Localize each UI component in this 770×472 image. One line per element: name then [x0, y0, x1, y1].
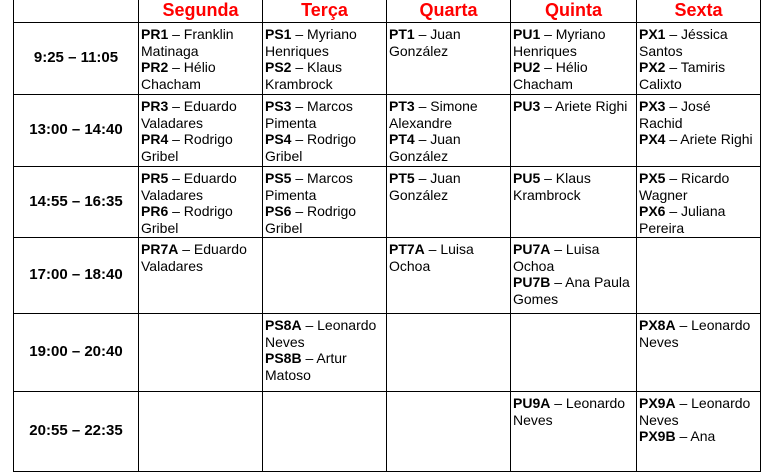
teacher-name: – Eduardo Valadares	[141, 241, 247, 274]
schedule-cell	[139, 95, 263, 167]
teacher-name: – Franklin Matinaga	[141, 26, 234, 59]
class-entry	[389, 170, 508, 203]
teacher-name: – Rodrigo Gribel	[265, 131, 357, 164]
class-code: PR2	[141, 59, 169, 75]
class-entry	[265, 350, 384, 383]
time-slot-label: 19:00 – 20:40	[14, 314, 139, 392]
schedule-table	[13, 0, 761, 472]
day-header-terca: Terça	[263, 0, 387, 23]
teacher-name: – Simone Alexandre	[389, 98, 478, 131]
time-slot-label: 9:25 – 11:05	[14, 23, 139, 95]
class-code: PU9A	[513, 395, 551, 411]
schedule-cell	[139, 23, 263, 95]
teacher-name: – Tamiris Calixto	[639, 59, 726, 92]
class-code: PX3	[639, 98, 666, 114]
class-entry	[513, 170, 634, 203]
class-code: PR5	[141, 170, 169, 186]
schedule-cell	[263, 314, 387, 392]
class-entry	[639, 317, 758, 350]
schedule-cell	[139, 314, 263, 392]
class-entry	[141, 98, 260, 131]
schedule-cell	[263, 392, 387, 472]
teacher-name: – Marcos Pimenta	[265, 98, 353, 131]
schedule-cell	[387, 167, 511, 238]
class-entry	[141, 203, 260, 236]
class-entry	[141, 26, 260, 59]
class-code: PT5	[389, 170, 415, 186]
teacher-name: – Rodrigo Gribel	[141, 131, 233, 164]
class-code: PT7A	[389, 241, 425, 257]
class-entry	[513, 274, 634, 307]
class-code: PX2	[639, 59, 666, 75]
class-entry	[389, 98, 508, 131]
teacher-name: – Ana	[675, 428, 716, 444]
header-row	[14, 0, 761, 23]
schedule-cell	[263, 95, 387, 167]
teacher-name: – Rodrigo Gribel	[265, 203, 357, 236]
teacher-name: – Artur Matoso	[265, 350, 347, 383]
class-entry	[513, 241, 634, 274]
schedule-cell	[511, 314, 637, 392]
teacher-name: – Luisa Ochoa	[389, 241, 474, 274]
class-entry	[389, 241, 508, 274]
class-code: PR6	[141, 203, 169, 219]
class-code: PX9B	[639, 428, 676, 444]
class-entry	[141, 131, 260, 164]
class-entry	[639, 131, 758, 148]
schedule-cell	[387, 392, 511, 472]
class-code: PS4	[265, 131, 292, 147]
schedule-cell	[139, 392, 263, 472]
day-header-quinta: Quinta	[511, 0, 637, 23]
teacher-name: – José Rachid	[639, 98, 711, 131]
schedule-cell	[387, 95, 511, 167]
schedule-cell	[139, 167, 263, 238]
day-header-sexta: Sexta	[637, 0, 761, 23]
teacher-name: – Klaus Krambrock	[265, 59, 343, 92]
class-entry	[639, 26, 758, 59]
class-code: PX1	[639, 26, 666, 42]
class-code: PR7A	[141, 241, 179, 257]
teacher-name: – Juliana Pereira	[639, 203, 726, 236]
class-entry	[513, 26, 634, 59]
teacher-name: – Marcos Pimenta	[265, 170, 353, 203]
teacher-name: – Myriano Henriques	[513, 26, 606, 59]
class-entry	[265, 98, 384, 131]
class-entry	[639, 395, 758, 428]
class-code: PR4	[141, 131, 169, 147]
schedule-cell	[637, 23, 761, 95]
schedule-cell	[637, 95, 761, 167]
time-slot-row	[14, 238, 761, 314]
class-code: PS8A	[265, 317, 302, 333]
class-entry	[639, 59, 758, 92]
class-code: PT4	[389, 131, 415, 147]
teacher-name: – Klaus Krambrock	[513, 170, 591, 203]
class-code: PT3	[389, 98, 415, 114]
time-slot-row	[14, 167, 761, 238]
time-slot-label: 17:00 – 18:40	[14, 238, 139, 314]
schedule-body	[14, 23, 761, 472]
class-code: PS8B	[265, 350, 302, 366]
teacher-name: – Leonardo Neves	[265, 317, 377, 350]
teacher-name: – Jéssica Santos	[639, 26, 728, 59]
teacher-name: – Leonardo Neves	[639, 317, 751, 350]
time-slot-label: 13:00 – 14:40	[14, 95, 139, 167]
time-slot-label: 20:55 – 22:35	[14, 392, 139, 472]
class-entry	[639, 428, 758, 445]
corner-cell	[14, 0, 139, 23]
class-code: PS2	[265, 59, 292, 75]
class-code: PT1	[389, 26, 415, 42]
day-header-quarta: Quarta	[387, 0, 511, 23]
day-header-segunda: Segunda	[139, 0, 263, 23]
schedule-cell	[263, 23, 387, 95]
teacher-name: – Eduardo Valadares	[141, 98, 237, 131]
teacher-name: – Luisa Ochoa	[513, 241, 600, 274]
teacher-name: – Leonardo Neves	[639, 395, 751, 428]
class-entry	[265, 170, 384, 203]
class-entry	[639, 170, 758, 203]
time-slot-row	[14, 314, 761, 392]
class-entry	[141, 241, 260, 274]
class-code: PX9A	[639, 395, 676, 411]
class-entry	[141, 170, 260, 203]
schedule-cell	[387, 23, 511, 95]
class-code: PX5	[639, 170, 666, 186]
schedule-cell	[263, 167, 387, 238]
schedule-cell	[511, 238, 637, 314]
class-code: PS1	[265, 26, 292, 42]
schedule-cell	[511, 392, 637, 472]
class-entry	[265, 131, 384, 164]
schedule-cell	[263, 238, 387, 314]
schedule-cell	[637, 167, 761, 238]
class-code: PU7B	[513, 274, 551, 290]
schedule-cell	[387, 314, 511, 392]
teacher-name: – Juan González	[389, 26, 461, 59]
class-entry	[639, 203, 758, 236]
schedule-cell	[511, 95, 637, 167]
schedule-cell	[387, 238, 511, 314]
time-slot-row	[14, 392, 761, 472]
class-entry	[265, 317, 384, 350]
class-code: PR3	[141, 98, 169, 114]
time-slot-row	[14, 95, 761, 167]
class-code: PS5	[265, 170, 292, 186]
schedule-cell	[511, 167, 637, 238]
teacher-name: – Juan González	[389, 131, 461, 164]
schedule-cell	[637, 392, 761, 472]
teacher-name: – Ariete Righi	[540, 98, 628, 114]
class-code: PU2	[513, 59, 541, 75]
class-entry	[639, 98, 758, 131]
class-entry	[513, 395, 634, 428]
schedule-cell	[139, 238, 263, 314]
teacher-name: – Hélio Chacham	[513, 59, 588, 92]
class-code: PU1	[513, 26, 541, 42]
teacher-name: – Juan González	[389, 170, 461, 203]
class-entry	[513, 98, 634, 115]
class-entry	[389, 131, 508, 164]
class-code: PR1	[141, 26, 169, 42]
teacher-name: – Hélio Chacham	[141, 59, 216, 92]
class-entry	[265, 59, 384, 92]
teacher-name: – Ricardo Wagner	[639, 170, 730, 203]
class-entry	[389, 26, 508, 59]
teacher-name: – Ana Paula Gomes	[513, 274, 630, 307]
class-code: PX6	[639, 203, 666, 219]
schedule-cell	[511, 23, 637, 95]
class-entry	[513, 59, 634, 92]
class-entry	[265, 203, 384, 236]
teacher-name: – Leonardo Neves	[513, 395, 626, 428]
schedule-cell	[637, 314, 761, 392]
teacher-name: – Rodrigo Gribel	[141, 203, 233, 236]
class-code: PS3	[265, 98, 292, 114]
schedule-cell	[637, 238, 761, 314]
class-entry	[141, 59, 260, 92]
teacher-name: – Myriano Henriques	[265, 26, 357, 59]
teacher-name: – Eduardo Valadares	[141, 170, 237, 203]
class-code: PX4	[639, 131, 666, 147]
time-slot-label: 14:55 – 16:35	[14, 167, 139, 238]
time-slot-row	[14, 23, 761, 95]
teacher-name: – Ariete Righi	[665, 131, 753, 147]
class-code: PU5	[513, 170, 541, 186]
class-entry	[265, 26, 384, 59]
class-code: PX8A	[639, 317, 676, 333]
class-code: PU7A	[513, 241, 551, 257]
class-code: PS6	[265, 203, 292, 219]
class-code: PU3	[513, 98, 541, 114]
